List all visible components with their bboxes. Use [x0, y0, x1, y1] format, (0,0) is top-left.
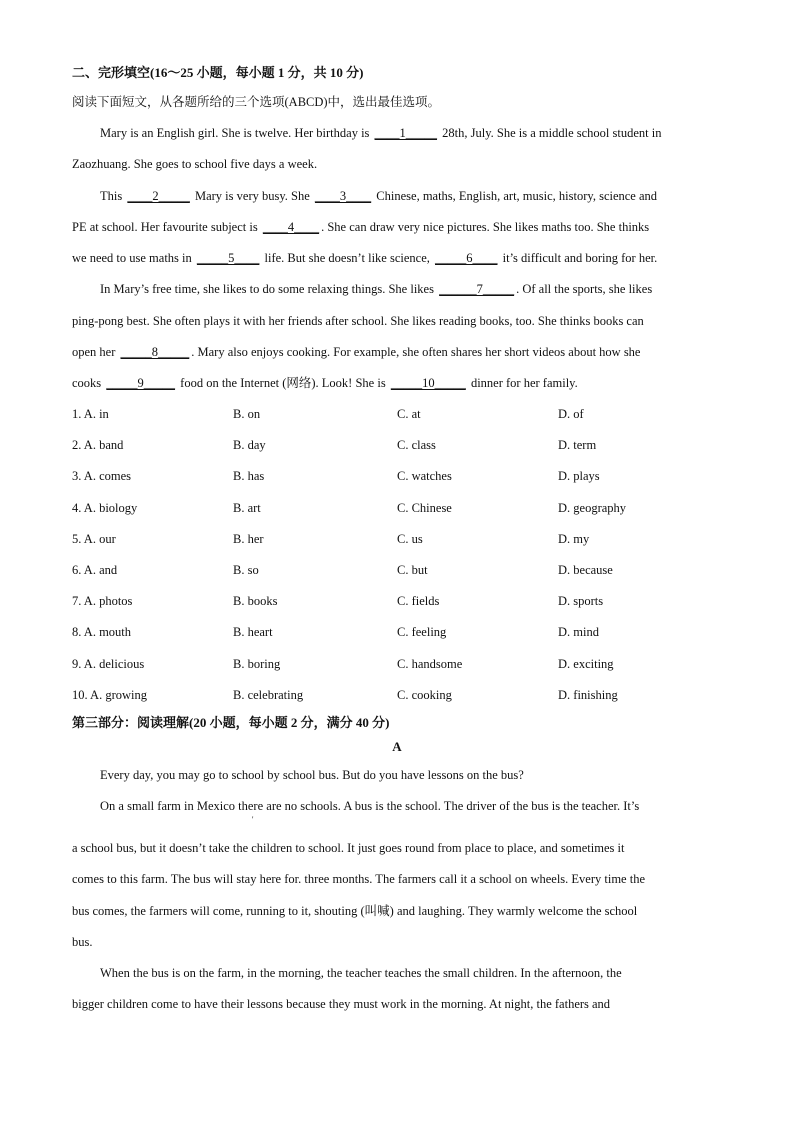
blank-10: _____10_____: [390, 376, 466, 390]
reading-line: a school bus, but it doesn’t take the children to school. It just goes round from place to place, and sometimes it: [72, 841, 625, 855]
option-row-3: [72, 468, 722, 484]
passage-line: In Mary’s free time, she likes to do some relaxing things. She likes ______7_____ . Of all the sports, she likes: [100, 282, 653, 296]
option-row-8: [72, 624, 722, 640]
blank-5: _____5____: [196, 251, 260, 265]
reading-line: Every day, you may go to school by school bus. But do you have lessons on the bus?: [100, 768, 524, 782]
option-row-9: [72, 656, 722, 672]
option-a: 9. A. delicious: [72, 657, 145, 671]
option-d: D. of: [558, 407, 584, 421]
option-c: C. class: [397, 438, 436, 452]
option-c: C. cooking: [397, 688, 452, 702]
passage-line: open her _____8_____ . Mary also enjoys cooking. For example, she often shares her short videos about how she: [72, 345, 641, 359]
option-a: 8. A. mouth: [72, 625, 132, 639]
blank-3: ____3____: [314, 189, 372, 203]
section-2-instruction: 阅读下面短文，从各题所给的三个选项(ABCD)中，选出最佳选项。: [72, 95, 441, 109]
blank-8: _____8_____: [120, 345, 190, 359]
blank-6: _____6____: [435, 251, 498, 265]
option-row-1: [72, 406, 722, 422]
option-b: B. on: [233, 407, 261, 421]
option-c: C. watches: [397, 469, 452, 483]
option-d: D. plays: [558, 469, 600, 483]
passage-line: PE at school. Her favourite subject is ____4____ . She can draw very nice pictures. She likes maths too. She thinks: [72, 220, 650, 234]
option-a: 2. A. band: [72, 438, 124, 452]
option-c: C. handsome: [397, 657, 463, 671]
passage-line: Mary is an English girl. She is twelve. Her birthday is ____1_____ 28th, July. She is a middle school student in: [100, 126, 662, 140]
option-d: D. term: [558, 438, 597, 452]
option-b: B. books: [233, 594, 278, 608]
stray-mark: ': [252, 815, 254, 824]
option-b: B. boring: [233, 657, 281, 671]
blank-9: _____9_____: [106, 376, 176, 390]
option-c: C. Chinese: [397, 501, 452, 515]
reading-line: bus comes, the farmers will come, running to it, shouting (叫喊) and laughing. They warmly welcome the school: [72, 904, 638, 918]
option-a: 10. A. growing: [72, 688, 147, 702]
passage-letter: A: [392, 739, 402, 754]
option-d: D. finishing: [558, 688, 618, 702]
option-row-5: [72, 531, 722, 547]
option-b: B. day: [233, 438, 266, 452]
option-a: 1. A. in: [72, 407, 109, 421]
blank-2: ____2_____: [127, 189, 190, 203]
option-b: B. her: [233, 532, 264, 546]
option-b: B. celebrating: [233, 688, 304, 702]
blank-7: ______7_____: [439, 282, 515, 296]
blank-1: ____1_____: [374, 126, 438, 140]
passage-line: Zaozhuang. She goes to school five days a week.: [72, 157, 318, 171]
reading-line: bus.: [72, 935, 93, 949]
reading-line: On a small farm in Mexico there are no schools. A bus is the school. The driver of the bus is the teacher. It’s: [100, 799, 640, 813]
option-a: 5. A. our: [72, 532, 116, 546]
option-b: B. heart: [233, 625, 273, 639]
option-a: 3. A. comes: [72, 469, 132, 483]
option-a: 4. A. biology: [72, 501, 138, 515]
option-a: 6. A. and: [72, 563, 118, 577]
option-b: B. has: [233, 469, 265, 483]
option-d: D. geography: [558, 501, 627, 515]
reading-line: comes to this farm. The bus will stay here for. three months. The farmers call it a school on wheels. Every time the: [72, 872, 645, 886]
section-2-title: 二、完形填空(16～25 小题，每小题 1 分，共 10 分): [72, 65, 364, 80]
option-c: C. us: [397, 532, 423, 546]
reading-line: When the bus is on the farm, in the morning, the teacher teaches the small children. In the afternoon, the: [100, 966, 622, 980]
option-c: C. fields: [397, 594, 440, 608]
section-3-title: 第三部分：阅读理解(20 小题，每小题 2 分，满分 40 分): [72, 715, 390, 730]
option-d: D. my: [558, 532, 590, 546]
reading-line: bigger children come to have their lessons because they must work in the morning. At night, the fathers and: [72, 997, 611, 1011]
blank-4: ____4____: [262, 220, 320, 234]
option-row-4: [72, 500, 722, 516]
passage-line: This ____2_____ Mary is very busy. She ____3____ Chinese, maths, English, art, music, history, science and: [100, 189, 658, 203]
option-row-10: [72, 687, 722, 703]
option-d: D. exciting: [558, 657, 614, 671]
passage-line: cooks _____9_____ food on the Internet (网络). Look! She is _____10_____ dinner for her family.: [72, 376, 578, 390]
option-d: D. sports: [558, 594, 604, 608]
passage-line: ping-pong best. She often plays it with her friends after school. She likes reading books, too. She thinks books can: [72, 314, 644, 328]
passage-line: we need to use maths in _____5____ life. But she doesn’t like science, _____6____ it’s difficult and boring for her.: [72, 251, 658, 265]
option-row-6: [72, 562, 722, 578]
option-b: B. art: [233, 501, 261, 515]
option-c: C. at: [397, 407, 421, 421]
option-row-7: [72, 593, 722, 609]
option-b: B. so: [233, 563, 259, 577]
option-c: C. feeling: [397, 625, 447, 639]
option-d: D. because: [558, 563, 613, 577]
option-d: D. mind: [558, 625, 599, 639]
option-row-2: [72, 437, 722, 453]
option-a: 7. A. photos: [72, 594, 133, 608]
option-c: C. but: [397, 563, 428, 577]
